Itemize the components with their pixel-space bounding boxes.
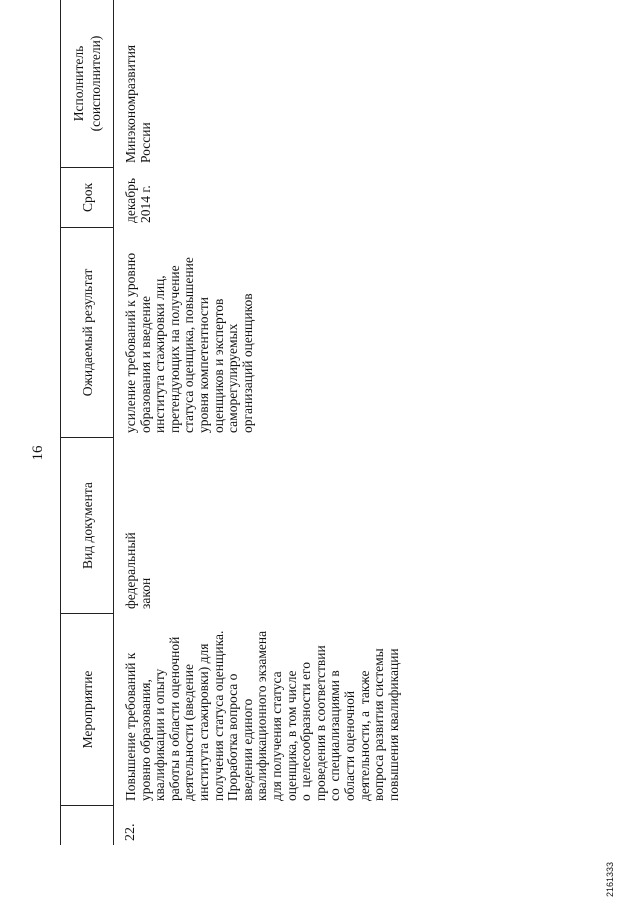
header-measure: Мероприятие (61, 613, 113, 805)
row-document-type: федеральный закон (123, 532, 153, 609)
row-executor: Минэкономразвития России (123, 44, 153, 163)
table-header (60, 0, 114, 845)
header-executor: Исполнитель (соисполнители) (71, 35, 103, 132)
document-id: 2161333 (605, 861, 615, 897)
header-number (61, 805, 113, 845)
row-measure: Повышение требований к уровню образования, квалификации и опыту работы в области оценочной деятельности (введение института стажировки) для получения статуса оценщика. Проработка вопроса о введении единого квалификационного экзамена для получения статуса оценщика, в том числе о целесообразности его проведения в соответствии со специализациями в области оценочной деятельности, а также вопроса развития системы повышения квалификации (123, 630, 401, 801)
header-document-type: Вид документа (61, 437, 113, 613)
header-deadline: Срок (61, 167, 113, 227)
page-number: 16 (30, 445, 46, 461)
row-number: 22. (123, 823, 138, 841)
row-deadline: декабрь 2014 г. (123, 178, 153, 223)
table-row (124, 0, 624, 845)
row-expected-result: усиление требований к уровню образования и введение института стажировки лиц, претендующих на получение статуса оценщика, повышение уровня компетентности оценщиков и экспертов саморегулируемых организаций оценщиков (123, 252, 255, 433)
header-expected-result: Ожидаемый результат (61, 227, 113, 437)
